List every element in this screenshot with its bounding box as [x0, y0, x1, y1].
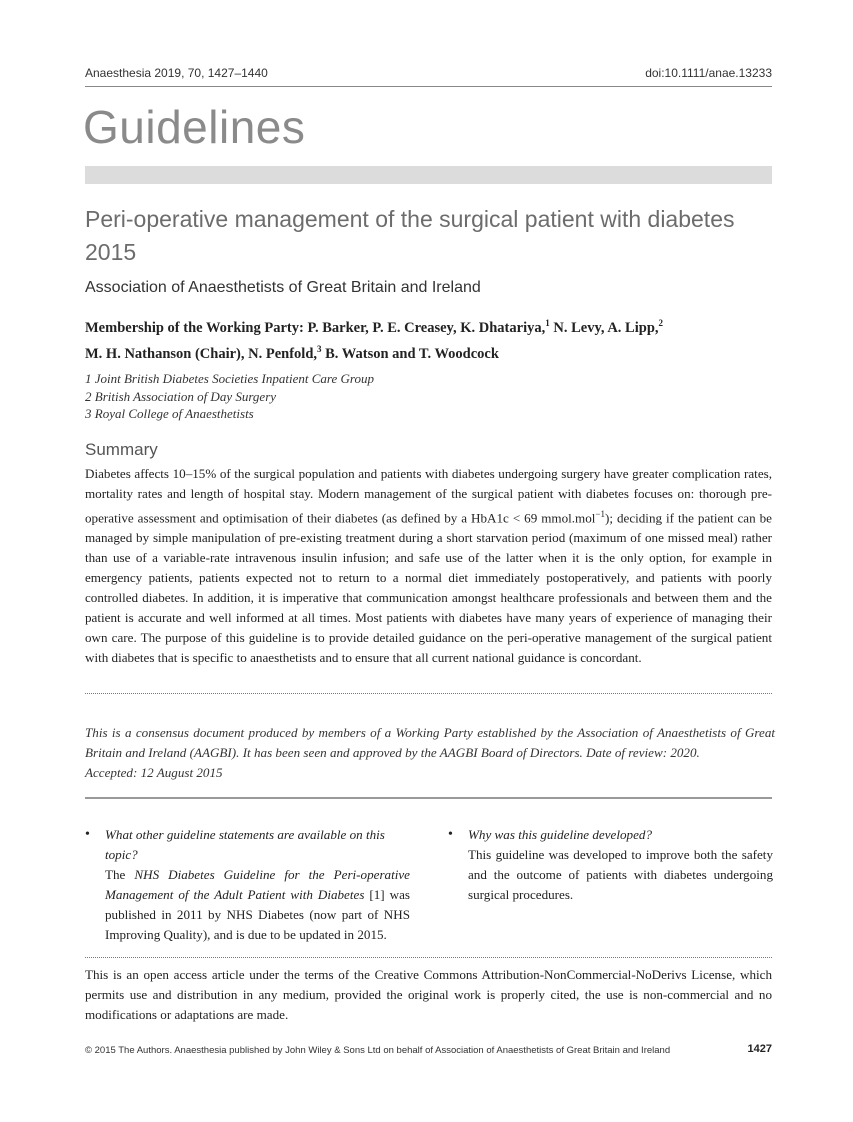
affiliation-item: 3 Royal College of Anaesthetists [85, 406, 254, 421]
summary-text-part-2: ); deciding if the patient can be managed by simple manipulation of pre-existing treatment during a short starvation period (maximum of one missed meal) rather than use of a variable-rate intravenous insulin infusion; and safe use of the latter when it is the only option, for example in emergency patients, patients expected not to return to a normal diet immediately postoperatively, and patients with poorly controlled diabetes. In addition, it is imperative that communication amongst healthcare professionals and between them and the patient is accurate and well informed at all times. Most patients with diabetes have many years of experience of managing their own care. The purpose of this guideline is to provide detailed guidance on the peri-operative management of the surgical patient with diabetes that is specific to anaesthetists and to ensure that all current national guidance is concordant. [85, 510, 772, 666]
box-top-rule [85, 797, 772, 799]
accepted-date: Accepted: 12 August 2015 [85, 765, 223, 780]
box-right-answer: This guideline was developed to improve both the safety and the outcome of patients with diabetes undergoing surgical procedures. [468, 847, 773, 902]
guideline-statements-box [85, 825, 410, 945]
doi-link[interactable]: doi:10.1111/anae.13233 [645, 66, 772, 80]
authors-text-2: N. Levy, A. Lipp, [549, 319, 659, 336]
author-affil-mark-1: 1 [545, 318, 550, 328]
page-number: 1427 [747, 1043, 772, 1055]
affiliations [85, 370, 374, 423]
dotted-divider [85, 957, 772, 958]
box-left-answer-post: [1] was published in 2011 by NHS Diabetes (now part of NHS Improving Quality), and is due to be updated in 2015. [105, 887, 410, 942]
authors-text-3: M. H. Nathanson (Chair), N. Penfold, [85, 345, 318, 362]
author-affil-mark-3: 3 [317, 343, 322, 354]
consensus-text: This is a consensus document produced by members of a Working Party established by the Association of Anaesthetists of Great Britain and Ireland (AAGBI). It has been seen and approved by the AAGBI Board of Directors. Date of review: 2020. [85, 725, 775, 760]
dotted-divider [85, 693, 772, 694]
affiliation-item: 1 Joint British Diabetes Societies Inpatient Care Group [85, 371, 374, 386]
authors-text-4: B. Watson and T. Woodcock [321, 345, 499, 362]
summary-superscript: −1 [595, 509, 605, 519]
bullet-icon: • [448, 827, 453, 842]
author-affil-mark-2: 2 [658, 318, 664, 328]
author-list [85, 313, 775, 365]
article-title: Peri-operative management of the surgical patient with diabetes 2015 [85, 206, 735, 265]
guideline-purpose-box [448, 825, 773, 905]
nhs-guideline-title: NHS Diabetes Guideline for the Peri-operative Management of the Adult Patient with Diabetes [105, 867, 410, 902]
box-left-answer-pre: The [105, 867, 135, 882]
section-bar [85, 166, 772, 184]
box-right-question: Why was this guideline developed? [468, 827, 652, 842]
box-left-question: What other guideline statements are available on this topic? [105, 827, 385, 862]
header-rule [85, 86, 772, 87]
journal-reference: Anaesthesia 2019, 70, 1427–1440 [85, 66, 268, 80]
section-label: Guidelines [83, 101, 306, 153]
article-organisation: Association of Anaesthetists of Great Britain and Ireland [85, 279, 481, 296]
consensus-statement [85, 723, 775, 783]
authors-text-1: Membership of the Working Party: P. Barker, P. E. Creasey, K. Dhatariya, [85, 319, 546, 336]
bullet-icon: • [85, 827, 90, 842]
affiliation-item: 2 British Association of Day Surgery [85, 388, 277, 404]
summary-text [85, 464, 772, 668]
open-access-notice: This is an open access article under the terms of the Creative Commons Attribution-NonCommercial-NoDerivs License, which permits use and distribution in any medium, provided the original work is properly cited, the use is non-commercial and no modifications or adaptations are made. [85, 967, 772, 1022]
copyright-footer: © 2015 The Authors. Anaesthesia published by John Wiley & Sons Ltd on behalf of Association of Anaesthetists of Great Britain and Ireland [85, 1045, 671, 1056]
box-left-answer [105, 865, 410, 945]
summary-heading: Summary [85, 440, 158, 459]
summary-text-part-1: Diabetes affects 10–15% of the surgical population and patients with diabetes undergoing surgery have greater complication rates, mortality rates and length of hospital stay. Modern management of the surgical patient with diabetes focuses on: thorough pre-operative assessment and optimisation of their diabetes (as defined by a HbA1c < 69 mmol.mol [85, 466, 772, 526]
